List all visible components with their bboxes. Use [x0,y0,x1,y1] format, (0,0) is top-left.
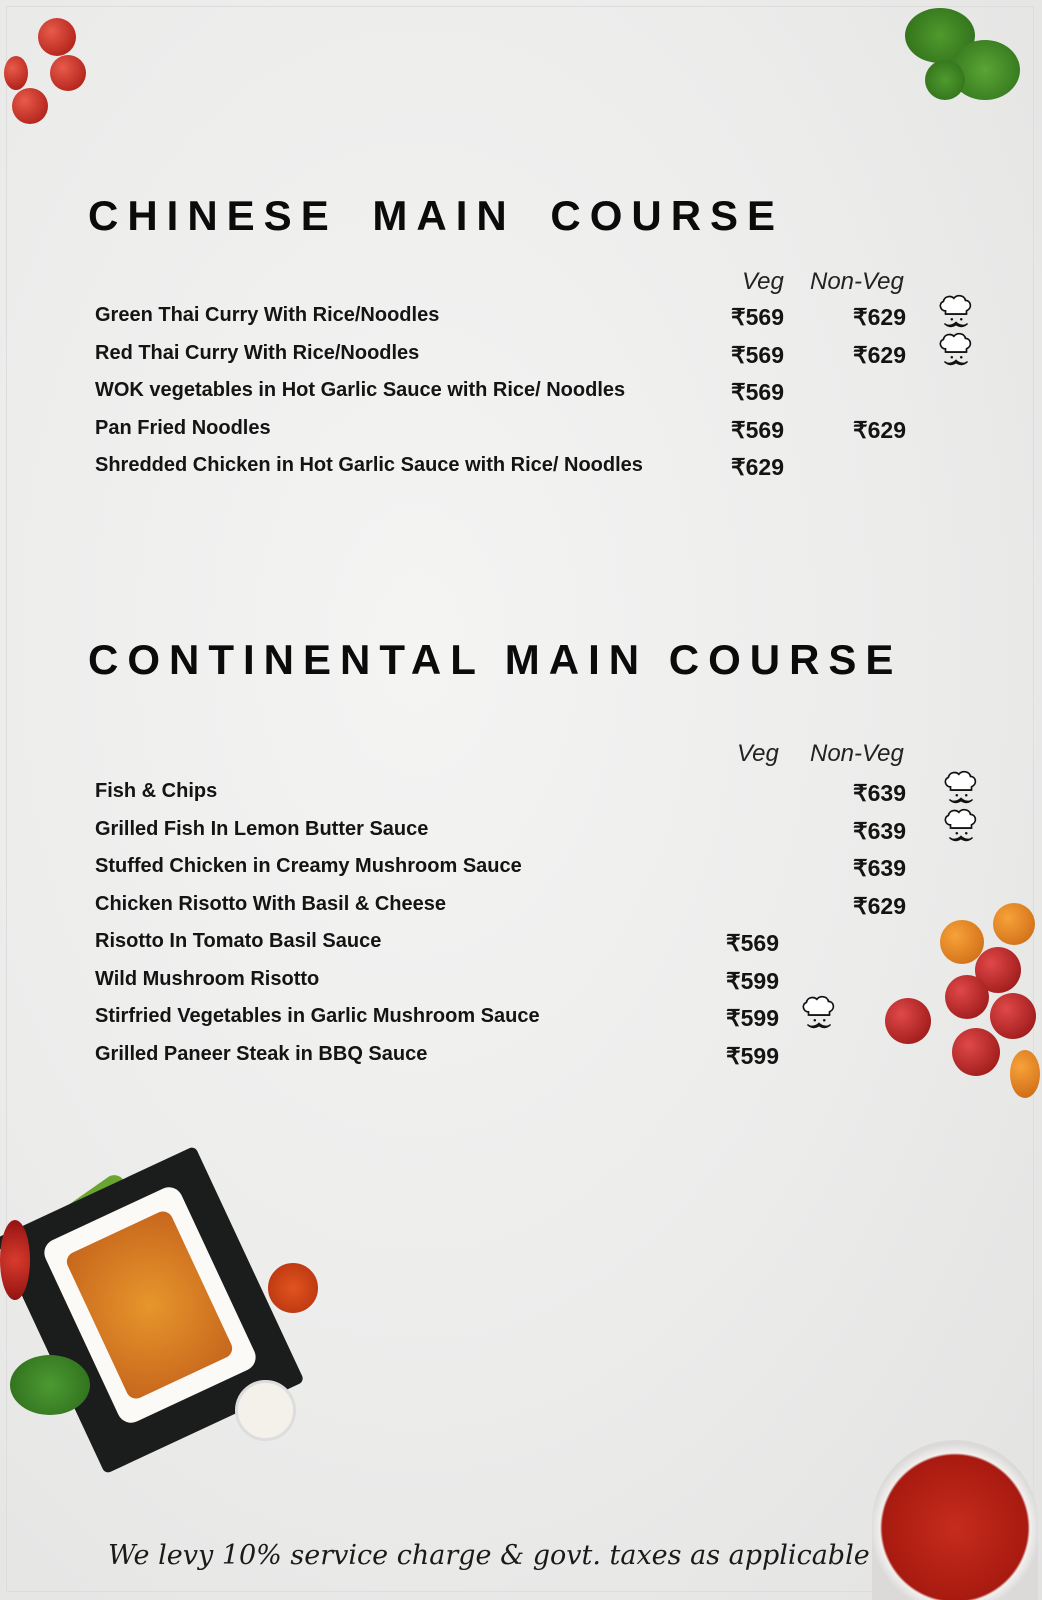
veg-price: ₹599 [726,1005,780,1031]
veg-price: ₹569 [731,416,785,443]
chef-special-icon [935,330,977,372]
nonveg-price: ₹639 [853,780,907,806]
item-name: Green Thai Curry With Rice/Noodles [95,304,440,326]
item-name: Grilled Fish In Lemon Butter Sauce [95,817,429,840]
menu-item-row [95,818,995,854]
item-name: Chicken Risotto With Basil & Cheese [95,892,446,915]
menu-item-row [95,342,995,378]
chef-special-icon [935,292,977,334]
item-name: Wild Mushroom Risotto [95,967,320,990]
veg-price: ₹599 [726,967,780,994]
menu-item-row [95,417,995,453]
item-name: Fish & Chips [95,780,218,802]
menu-item-row [95,968,995,1004]
item-name: Risotto In Tomato Basil Sauce [95,930,382,952]
nonveg-price: ₹629 [853,304,907,330]
nonveg-price: ₹629 [853,416,907,443]
food-platter-image [0,1070,340,1490]
nonveg-column-header: Non-Veg [810,740,904,767]
veg-price: ₹629 [731,454,785,480]
item-name: Shredded Chicken in Hot Garlic Sauce with Rice/ Noodles [95,454,643,476]
veg-price: ₹599 [726,1042,780,1069]
section-title: CONTINENTAL MAIN COURSE [88,636,903,683]
menu-item-row [95,930,995,966]
nonveg-price: ₹629 [853,892,907,919]
item-name: Stirfried Vegetables in Garlic Mushroom Sauce [95,1005,540,1027]
veg-price: ₹569 [731,379,785,405]
item-name: Stuffed Chicken in Creamy Mushroom Sauce [95,855,522,877]
nonveg-price: ₹639 [853,855,907,881]
menu-item-row [95,379,995,415]
veg-price: ₹569 [731,341,785,368]
item-name: WOK vegetables in Hot Garlic Sauce with Rice/ Noodles [95,379,626,401]
chef-special-icon [798,993,840,1035]
veg-price: ₹569 [726,930,780,956]
veg-column-header: Veg [742,268,784,295]
item-name: Pan Fried Noodles [95,416,271,439]
veg-column-header: Veg [737,740,779,767]
menu-item-row [95,1005,995,1041]
veg-price: ₹569 [731,304,785,330]
chef-special-icon [940,768,982,810]
chef-special-icon [940,806,982,848]
nonveg-price: ₹629 [853,341,907,368]
nonveg-price: ₹639 [853,817,907,844]
tomato-bowl-image [872,1440,1038,1600]
service-charge-note: We levy 10% service charge & govt. taxes as applicable [108,1540,870,1571]
menu-item-row [95,1043,995,1079]
menu-item-row [95,855,995,891]
menu-item-row [95,454,995,490]
section-title: CHINESE MAIN COURSE [88,192,785,239]
nonveg-column-header: Non-Veg [810,268,904,295]
item-name: Grilled Paneer Steak in BBQ Sauce [95,1042,428,1065]
menu-item-row [95,893,995,929]
menu-item-row [95,780,995,816]
menu-item-row [95,304,995,340]
item-name: Red Thai Curry With Rice/Noodles [95,341,420,364]
